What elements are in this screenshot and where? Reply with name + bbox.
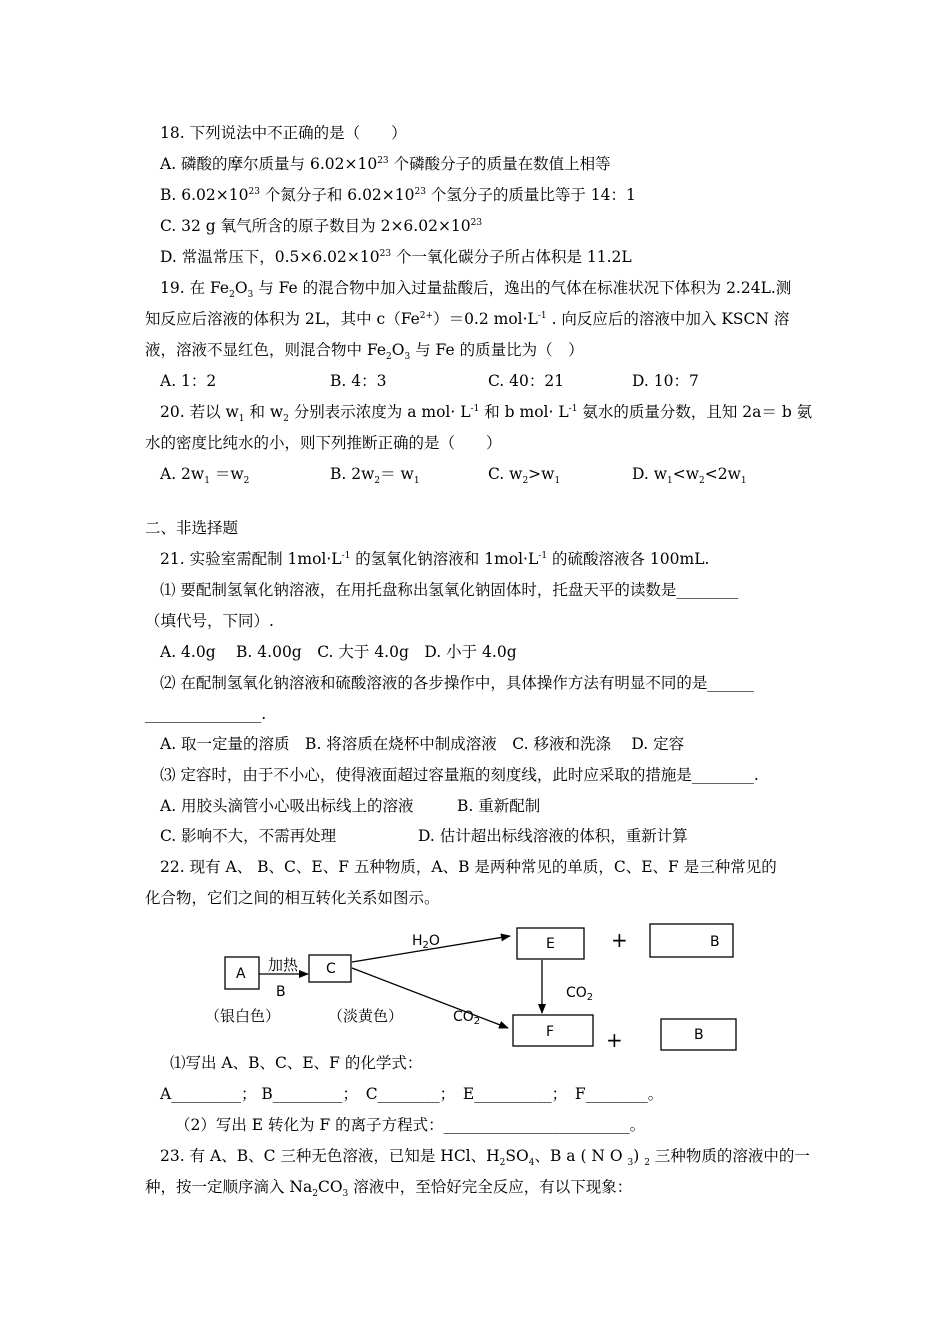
q19-option-a: A. 1：2: [160, 372, 217, 390]
heat-label: 加热: [268, 956, 299, 974]
q18-option-c: C. 32 g 氧气所含的原子数目为 $2\times 6.02\times 10^{23}$: [160, 217, 483, 235]
box-b-top: [650, 924, 733, 957]
silver-white-label: （银白色）: [205, 1007, 281, 1025]
reagent-b-label: B: [276, 984, 286, 1000]
co2-label-right: $CO_2$: [566, 985, 594, 1003]
q21-part1-options: A. 4.0g B. 4.00g C. 大于 4.0g D. 小于 4.0g: [160, 643, 517, 661]
h2o-label: $H_2O$: [412, 933, 440, 951]
q21-part2-options: A. 取一定量的溶质 B. 将溶质在烧杯中制成溶液 C. 移液和洗涤 D. 定容: [160, 735, 685, 753]
q21-part3-option-b: B. 重新配制: [457, 797, 541, 815]
q19-line-3: 液，溶液不显红色，则混合物中 $Fe_2O_3$ 与 Fe 的质量比为（ ）: [145, 341, 584, 363]
q19-option-b: B. 4：3: [330, 372, 387, 390]
q21-part1-line-1: ⑴ 要配制氢氧化钠溶液，在用托盘称出氢氧化钠固体时，托盘天平的读数是________: [160, 581, 739, 599]
q20-option-c: C. $w_2>w_1$: [488, 465, 561, 487]
plus-sign-bottom: +: [606, 1028, 623, 1052]
box-a-label: A: [236, 966, 246, 982]
pale-yellow-label: （淡黄色）: [328, 1007, 404, 1025]
box-f-label: F: [546, 1024, 555, 1040]
q18-option-a: A. 磷酸的摩尔质量与 $6.02\times 10^{23}$ 个磷酸分子的质量在数值上相等: [160, 155, 611, 173]
q20-option-b: B. $2w_2= w_1$: [330, 465, 420, 487]
q20-line-1: 20. 若以 $w_1$ 和 $w_2$ 分别表示浓度为 a $mol\cdot L^{-1}$ 和 b $mol\cdot L^{-1}$ 氨水的质量分数，且知 2a＝ b 氨: [160, 403, 813, 425]
q18-option-d: D. 常温常压下，$0.5\times 6.02\times 10^{23}$ 个一氧化碳分子所占体积是 11.2L: [160, 248, 632, 266]
box-e-label: E: [546, 936, 555, 952]
co2-label-lower: $CO_2$: [453, 1009, 481, 1027]
q22-stem-line-1: 22. 现有 A、 B、C、E、F 五种物质，A、B 是两种常见的单质，C、E、F 是三种常见的: [160, 858, 777, 876]
box-b-top-label: B: [710, 934, 720, 950]
box-b-bottom-label: B: [694, 1027, 704, 1043]
plus-sign-top: +: [611, 928, 628, 952]
box-c-label: C: [326, 961, 336, 977]
q21-part2-line-1: ⑵ 在配制氢氧化钠溶液和硫酸溶液的各步操作中，具体操作方法有明显不同的是______: [160, 674, 754, 692]
q21-part3-option-a: A. 用胶头滴管小心吸出标线上的溶液: [160, 797, 414, 815]
q21-stem: 21. 实验室需配制 $1mol\cdot L^{-1}$ 的氢氧化钠溶液和 $1mol\cdot L^{-1}$ 的硫酸溶液各 100mL.: [160, 550, 710, 568]
q22-part2: （2）写出 E 转化为 F 的离子方程式：________________________。: [175, 1116, 646, 1134]
q22-stem-line-2: 化合物，它们之间的相互转化关系如图示。: [145, 889, 440, 907]
q23-line-2: 种，按一定顺序滴入 $Na_2CO_3$ 溶液中，至恰好完全反应，有以下现象：: [145, 1178, 633, 1200]
q23-line-1: 23. 有 A、B、C 三种无色溶液，已知是 HCl、$H_2SO_4$、B a ( N O $_3$) $_2$ 三种物质的溶液中的一: [160, 1147, 810, 1169]
q18-stem: 18. 下列说法中不正确的是（ ）: [160, 124, 407, 142]
q20-option-a: A. $2w_1 =w_2$: [160, 465, 250, 487]
q20-line-2: 水的密度比纯水的小，则下列推断正确的是（ ）: [145, 434, 502, 452]
q19-option-d: D. 10：7: [632, 372, 699, 390]
q21-part3-option-d: D. 估计超出标线溶液的体积，重新计算: [418, 827, 688, 845]
q22-part1: ⑴写出 A、B、C、E、F 的化学式：: [170, 1054, 423, 1072]
q20-option-d: D. $w_1<w_2<2w_1$: [632, 465, 747, 487]
q21-part3-line-1: ⑶ 定容时，由于不小心，使得液面超过容量瓶的刻度线，此时应采取的措施是________.: [160, 766, 759, 784]
q19-line-1: 19. 在 $Fe_2O_3$ 与 Fe 的混合物中加入过量盐酸后，逸出的气体在标准状况下体积为 2.24L.测: [160, 279, 792, 301]
q18-option-b: B. $6.02\times 10^{23}$ 个氮分子和 $6.02\times 10^{23}$ 个氢分子的质量比等于 14：1: [160, 186, 636, 204]
q19-option-c: C. 40：21: [488, 372, 565, 390]
q22-part1-blanks: A_________； B_________； C________； E__________； F________。: [160, 1085, 664, 1103]
q21-part2-line-2: _______________.: [145, 705, 267, 723]
q21-part3-option-c: C. 影响不大，不需再处理: [160, 827, 337, 845]
q19-line-2: 知反应后溶液的体积为 2L，其中 $c(Fe^{2+})=0.2$ $mol\cdot L^{-1}$ . 向反应后的溶液中加入 KSCN 溶: [145, 310, 790, 328]
section-heading: 二、非选择题: [145, 519, 239, 537]
q21-part1-line-2: （填代号，下同）.: [145, 612, 274, 630]
